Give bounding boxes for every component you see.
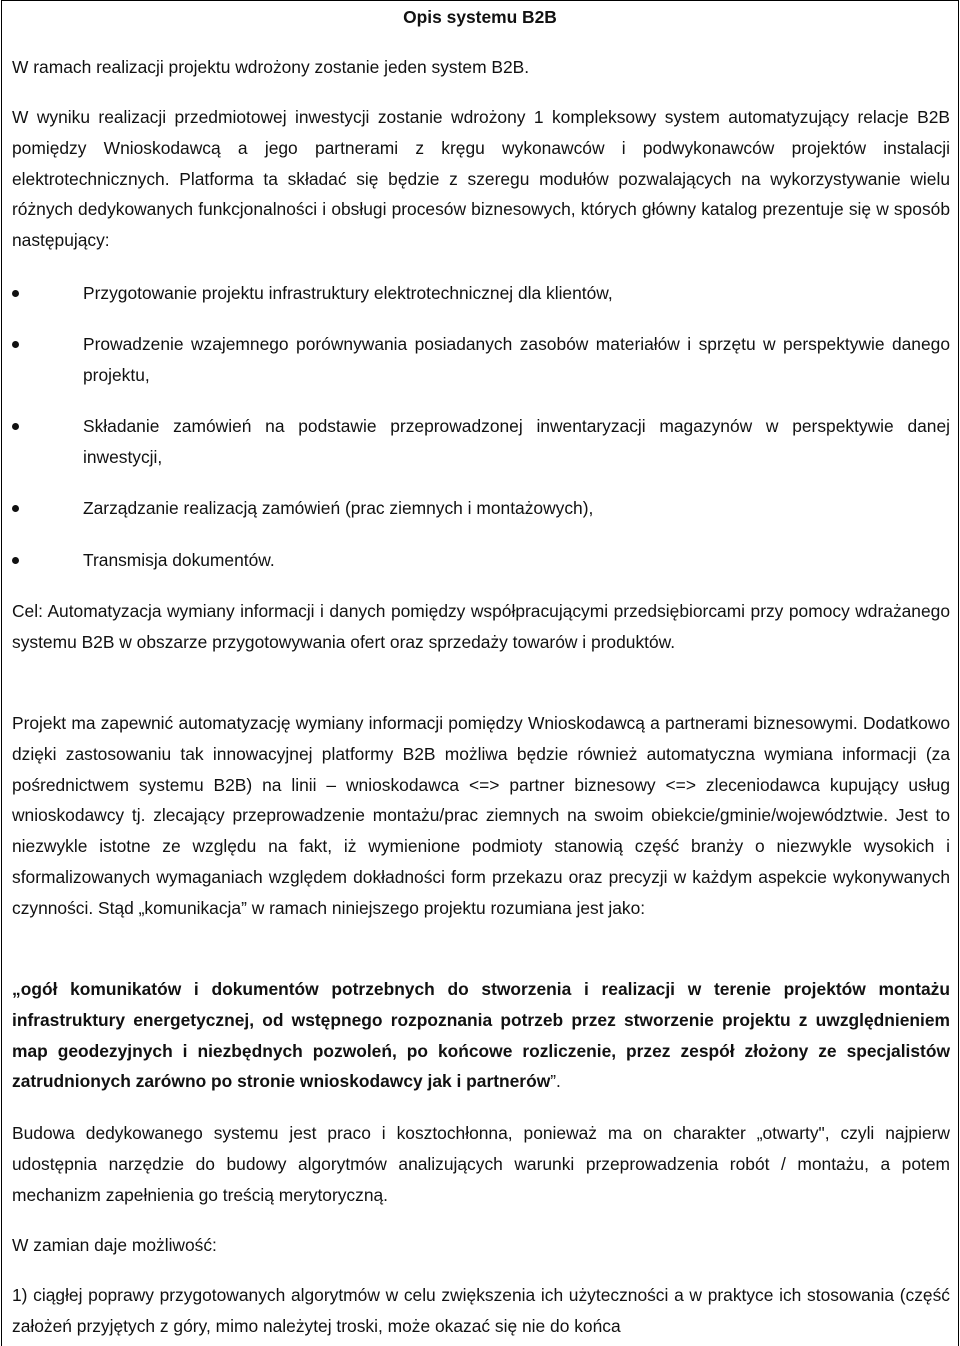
definition-bold-text: „ogół komunikatów i dokumentów potrzebnych do stworzenia i realizacji w terenie projektów montażu infrastruktury energetycznej, od wstępnego rozpoznania potrzeb przez stworzenie projektu z uwzględnieniem map geodezyjnych i niezbędnych pozwoleń, po końcowe rozliczenie, przez zespół złożony ze specjalistów zatrudnionych zarówno po stronie wnioskodawcy jak i partnerów	[12, 979, 950, 1092]
project-paragraph: Projekt ma zapewnić automatyzację wymiany informacji pomiędzy Wnioskodawcą a partnerami biznesowymi. Dodatkowo dzięki zastosowaniu tak innowacyjnej platformy B2B możliwa będzie również automatyczna wymiana informacji (za pośrednictwem systemu B2B) na linii – wnioskodawca <=> partner biznesowy <=> zleceniodawca kupujący usług wnioskodawcy tj. zlecający przeprowadzenie montażu/prac ziemnych na swoim obiekcie/gminie/województwie. Jest to niezwykle istotne ze względu na fakt, iż wymienione podmioty stanowią część branży o niezwykle wysokich i sformalizowanych wymaganiach względem dokładności form przekazu oraz precyzji w każdym aspekcie wykonywanych czynności. Stąd „komunikacja” w ramach niniejszego projektu rozumiana jest jako:	[12, 713, 950, 918]
benefit-item-1: 1) ciągłej poprawy przygotowanych algorytmów w celu zwiększenia ich użyteczności a w praktyce ich stosowania (część założeń przyjętych z góry, mimo należytej troski, może okazać się nie do końca	[12, 1285, 950, 1336]
bullet-icon	[12, 423, 19, 430]
list-item-text: Przygotowanie projektu infrastruktury elektrotechnicznej dla klientów,	[83, 283, 613, 303]
bullet-icon	[12, 341, 19, 348]
goal-paragraph: Cel: Automatyzacja wymiany informacji i danych pomiędzy współpracującymi przedsiębiorcami przy pomocy wdrażanego systemu B2B w obszarze przygotowywania ofert oraz sprzedaży towarów i produktów.	[12, 601, 950, 652]
page-title: Opis systemu B2B	[403, 7, 557, 27]
definition-closing-quote: ”.	[550, 1071, 561, 1092]
bullet-icon	[12, 505, 19, 512]
definition-paragraph	[12, 974, 950, 1097]
list-item-text: Składanie zamówień na podstawie przeprowadzonej inwentaryzacji magazynów w perspektywie danej inwestycji,	[83, 416, 950, 467]
bullet-icon	[12, 557, 19, 564]
list-item-text: Prowadzenie wzajemnego porównywania posiadanych zasobów materiałów i sprzętu w perspektywie danego projektu,	[83, 334, 950, 385]
list-item	[12, 411, 950, 473]
document-page	[1, 0, 959, 1346]
list-item	[12, 493, 950, 524]
intro-paragraph: W ramach realizacji projektu wdrożony zostanie jeden system B2B.	[12, 57, 530, 77]
list-item	[12, 278, 950, 309]
list-item-text: Transmisja dokumentów.	[83, 550, 275, 570]
bullet-icon	[12, 290, 19, 297]
list-item-text: Zarządzanie realizacją zamówień (prac ziemnych i montażowych),	[83, 498, 594, 518]
benefits-lead-in: W zamian daje możliwość:	[12, 1235, 217, 1255]
system-description-paragraph: W wyniku realizacji przedmiotowej inwestycji zostanie wdrożony 1 kompleksowy system automatyzujący relacje B2B pomiędzy Wnioskodawcą a jego partnerami z kręgu wykonawców i podwykonawców projektów instalacji elektrotechnicznych. Platforma ta składać się będzie z szeregu modułów pozwalających na wykorzystywanie wielu różnych dedykowanych funkcjonalności i obsługi procesów biznesowych, których główny katalog prezentuje się w sposób następujący:	[12, 107, 950, 251]
list-item	[12, 329, 950, 391]
construction-paragraph: Budowa dedykowanego systemu jest praco i kosztochłonna, ponieważ ma on charakter „otwarty", czyli najpierw udostępnia narzędzie do budowy algorytmów analizujących warunki przeprowadzenia robót / montażu, a potem mechanizm zapełnienia go treścią merytoryczną.	[12, 1123, 950, 1205]
list-item	[12, 545, 950, 576]
